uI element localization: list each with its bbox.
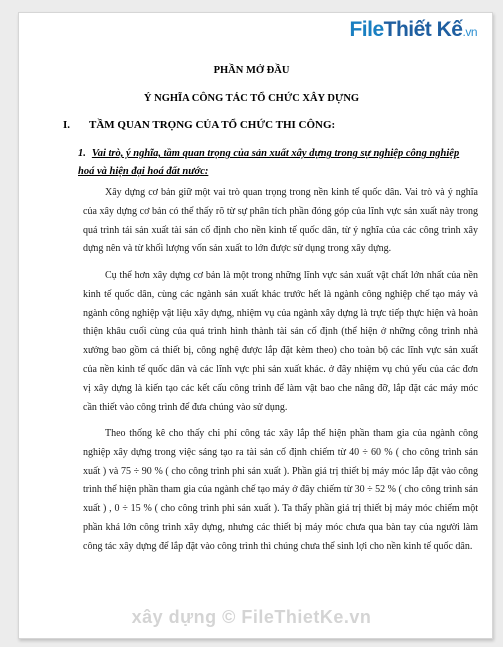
section-heading (63, 119, 335, 131)
section-number: I. (63, 119, 71, 131)
watermark: xây dựng © FileThietKe.vn (131, 607, 372, 627)
site-logo[interactable] (349, 18, 477, 42)
subsection-number: 1. (78, 148, 86, 159)
paragraph-1: Xây dựng cơ bản giữ một vai trò quan trọng trong nền kinh tế quốc dân. Vai trò và ý nghĩa của xây dựng cơ bản có thể thấy rõ từ sự phân tích phần đóng góp của lĩnh vực sản xuất này trong quá trình tái sản xuất tài sản cố định cho nền kinh tế quốc dân, từ ý nghĩa của các công trình xây dựng nên và từ khối lượng vốn sản xuất to lớn được sử dụng trong xây dựng. (83, 187, 478, 255)
logo-part-file: File (349, 18, 384, 41)
logo-part-domain: .vn (462, 25, 477, 39)
paragraph-2: Cụ thể hơn xây dựng cơ bản là một trong những lĩnh vực sản xuất vật chất lớn nhất của nền kinh tế quốc dân, cùng các ngành sản xuất khác trước hết là ngành công nghiệp chế tạo máy và ngành công nghiệp vật liệu xây dựng, nhiệm vụ của ngành xây dựng là trực tiếp thực hiện và hoàn thiện khâu cuối cùng của quá trình hình thành tài sản cố định (thể hiện ở những công trình nhà xưởng bao gồm cả thiết bị, công nghệ được lắp đặt kèm theo) cho toàn bộ các lĩnh vực sản xuất của nền kinh tế quốc dân và các lĩnh vực phi sản xuất khác. ở đây nhiệm vụ chủ yếu của các đơn vị xây dựng là kiến tạo các kết cấu công trình để làm vật bao che nâng đỡ, lắp đặt các máy móc cần thiết vào công trình để đưa chúng vào sử dụng. (83, 270, 478, 413)
document-subtitle: Ý NGHĨA CÔNG TÁC TỔ CHỨC XÂY DỰNG (143, 93, 360, 104)
paragraph-3: Theo thống kê cho thấy chi phí công tác xây lắp thể hiện phần tham gia của ngành công nghiệp xây dựng trong việc sáng tạo ra tài sản cố định chiếm từ 40 ÷ 60 % ( cho công trình sản xuất ) và 75 ÷ 90 % ( cho công trình phi sản xuất ). Phần giá trị thiết bị máy móc lắp đặt vào công trình thể hiện phần tham gia của ngành chế tạo máy ở đây chiếm từ 30 ÷ 52 % ( cho công trình sản xuất ) , 0 ÷ 15 % ( cho công trình phi sản xuất ). Ta thấy phần giá trị thiết bị máy móc chiếm một phần khá lớn công trình xây dựng, nhưng các thiết bị máy móc chưa qua bàn tay của người làm công tác xây dựng để lắp đặt vào công trình thì chúng chưa thể sinh lợi cho nền kinh tế quốc dân. (83, 428, 478, 552)
subsection-heading (78, 145, 473, 181)
subsection-title: Vai trò, ý nghĩa, tầm quan trọng của sản xuất xây dựng trong sự nghiệp công nghiệp hoá và hiện đại hoá đất nước: (78, 148, 460, 177)
logo-part-thietke: Thiết Kế (383, 18, 463, 41)
section-title: TẦM QUAN TRỌNG CỦA TỔ CHỨC THI CÔNG: (89, 119, 336, 131)
document-title: PHẦN MỞ ĐẦU (213, 65, 290, 76)
